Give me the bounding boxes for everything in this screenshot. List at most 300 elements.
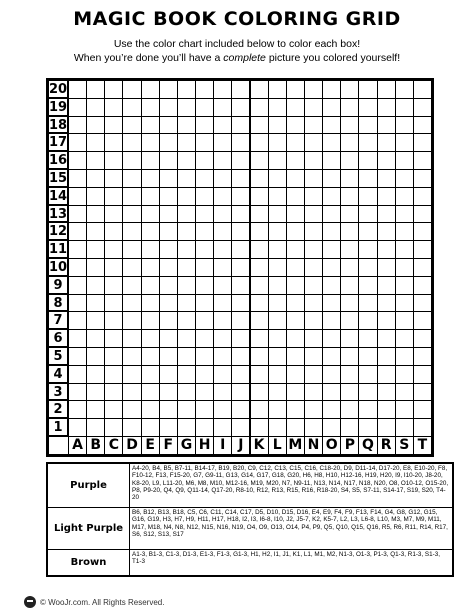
grid-cell[interactable] [141,98,160,117]
grid-cell[interactable] [395,205,414,224]
grid-cell[interactable] [86,116,105,135]
grid-cell[interactable] [231,222,250,241]
grid-cell[interactable] [304,98,323,117]
grid-cell[interactable] [250,347,269,366]
grid-cell[interactable] [141,383,160,402]
grid-cell[interactable] [413,418,432,437]
grid-cell[interactable] [358,383,377,402]
grid-cell[interactable] [358,222,377,241]
grid-cell[interactable] [213,400,232,419]
grid-cell[interactable] [177,240,196,259]
grid-cell[interactable] [177,294,196,313]
grid-cell[interactable] [340,240,359,259]
grid-cell[interactable] [213,169,232,188]
grid-cell[interactable] [141,258,160,277]
grid-cell[interactable] [104,133,123,152]
grid-cell[interactable] [68,240,87,259]
grid-cell[interactable] [86,222,105,241]
grid-cell[interactable] [104,240,123,259]
grid-cell[interactable] [286,383,305,402]
grid-cell[interactable] [213,222,232,241]
grid-cell[interactable] [177,383,196,402]
grid-cell[interactable] [122,365,141,384]
grid-cell[interactable] [141,276,160,295]
grid-cell[interactable] [395,400,414,419]
grid-cell[interactable] [122,151,141,170]
grid-cell[interactable] [286,311,305,330]
grid-cell[interactable] [250,276,269,295]
grid-cell[interactable] [413,400,432,419]
grid-cell[interactable] [413,187,432,206]
grid-cell[interactable] [250,311,269,330]
grid-cell[interactable] [413,258,432,277]
grid-cell[interactable] [177,187,196,206]
grid-cell[interactable] [104,347,123,366]
grid-cell[interactable] [68,347,87,366]
grid-cell[interactable] [322,116,341,135]
grid-cell[interactable] [377,187,396,206]
grid-cell[interactable] [358,98,377,117]
grid-cell[interactable] [195,80,214,99]
grid-cell[interactable] [195,400,214,419]
grid-cell[interactable] [159,365,178,384]
grid-cell[interactable] [377,205,396,224]
grid-cell[interactable] [286,294,305,313]
grid-cell[interactable] [250,418,269,437]
grid-cell[interactable] [141,418,160,437]
grid-cell[interactable] [68,187,87,206]
grid-cell[interactable] [86,80,105,99]
grid-cell[interactable] [322,98,341,117]
grid-cell[interactable] [104,294,123,313]
grid-cell[interactable] [413,240,432,259]
grid-cell[interactable] [122,258,141,277]
grid-cell[interactable] [268,383,287,402]
grid-cell[interactable] [104,205,123,224]
grid-cell[interactable] [268,187,287,206]
grid-cell[interactable] [68,98,87,117]
grid-cell[interactable] [213,98,232,117]
grid-cell[interactable] [141,365,160,384]
grid-cell[interactable] [159,187,178,206]
grid-cell[interactable] [268,258,287,277]
grid-cell[interactable] [86,383,105,402]
grid-cell[interactable] [340,205,359,224]
grid-cell[interactable] [250,169,269,188]
grid-cell[interactable] [268,80,287,99]
grid-cell[interactable] [304,151,323,170]
grid-cell[interactable] [268,329,287,348]
grid-cell[interactable] [413,169,432,188]
grid-cell[interactable] [286,329,305,348]
grid-cell[interactable] [195,383,214,402]
grid-cell[interactable] [104,276,123,295]
grid-cell[interactable] [104,222,123,241]
grid-cell[interactable] [286,276,305,295]
grid-cell[interactable] [322,222,341,241]
grid-cell[interactable] [250,222,269,241]
grid-cell[interactable] [377,80,396,99]
grid-cell[interactable] [231,294,250,313]
grid-cell[interactable] [68,222,87,241]
grid-cell[interactable] [304,400,323,419]
grid-cell[interactable] [213,258,232,277]
grid-cell[interactable] [413,383,432,402]
grid-cell[interactable] [304,169,323,188]
grid-cell[interactable] [358,276,377,295]
grid-cell[interactable] [141,400,160,419]
grid-cell[interactable] [68,383,87,402]
grid-cell[interactable] [413,98,432,117]
grid-cell[interactable] [213,133,232,152]
grid-cell[interactable] [413,276,432,295]
grid-cell[interactable] [231,151,250,170]
grid-cell[interactable] [304,80,323,99]
grid-cell[interactable] [177,169,196,188]
grid-cell[interactable] [250,329,269,348]
grid-cell[interactable] [68,258,87,277]
grid-cell[interactable] [413,205,432,224]
grid-cell[interactable] [286,169,305,188]
grid-cell[interactable] [177,205,196,224]
grid-cell[interactable] [86,276,105,295]
grid-cell[interactable] [250,240,269,259]
grid-cell[interactable] [86,311,105,330]
grid-cell[interactable] [340,294,359,313]
grid-cell[interactable] [322,329,341,348]
grid-cell[interactable] [340,98,359,117]
grid-cell[interactable] [177,418,196,437]
grid-cell[interactable] [286,347,305,366]
grid-cell[interactable] [86,187,105,206]
grid-cell[interactable] [231,187,250,206]
grid-cell[interactable] [340,169,359,188]
grid-cell[interactable] [304,347,323,366]
grid-cell[interactable] [304,116,323,135]
grid-cell[interactable] [141,80,160,99]
grid-cell[interactable] [104,98,123,117]
grid-cell[interactable] [177,400,196,419]
grid-cell[interactable] [177,98,196,117]
grid-cell[interactable] [395,98,414,117]
grid-cell[interactable] [195,294,214,313]
grid-cell[interactable] [231,329,250,348]
grid-cell[interactable] [413,116,432,135]
grid-cell[interactable] [104,258,123,277]
grid-cell[interactable] [358,258,377,277]
grid-cell[interactable] [195,365,214,384]
grid-cell[interactable] [141,151,160,170]
grid-cell[interactable] [231,116,250,135]
grid-cell[interactable] [195,205,214,224]
grid-cell[interactable] [122,347,141,366]
grid-cell[interactable] [377,151,396,170]
grid-cell[interactable] [122,98,141,117]
grid-cell[interactable] [231,133,250,152]
grid-cell[interactable] [268,365,287,384]
grid-cell[interactable] [86,151,105,170]
grid-cell[interactable] [122,116,141,135]
grid-cell[interactable] [286,418,305,437]
grid-cell[interactable] [213,365,232,384]
grid-cell[interactable] [268,116,287,135]
grid-cell[interactable] [141,329,160,348]
grid-cell[interactable] [104,418,123,437]
grid-cell[interactable] [322,169,341,188]
grid-cell[interactable] [322,187,341,206]
grid-cell[interactable] [250,133,269,152]
grid-cell[interactable] [250,383,269,402]
grid-cell[interactable] [68,151,87,170]
grid-cell[interactable] [377,169,396,188]
grid-cell[interactable] [268,151,287,170]
grid-cell[interactable] [358,294,377,313]
grid-cell[interactable] [231,205,250,224]
grid-cell[interactable] [322,205,341,224]
grid-cell[interactable] [141,133,160,152]
grid-cell[interactable] [68,205,87,224]
grid-cell[interactable] [141,187,160,206]
grid-cell[interactable] [213,80,232,99]
grid-cell[interactable] [231,240,250,259]
grid-cell[interactable] [122,205,141,224]
grid-cell[interactable] [358,329,377,348]
grid-cell[interactable] [377,418,396,437]
grid-cell[interactable] [377,133,396,152]
grid-cell[interactable] [340,311,359,330]
grid-cell[interactable] [195,258,214,277]
grid-cell[interactable] [286,151,305,170]
grid-cell[interactable] [304,133,323,152]
grid-cell[interactable] [358,400,377,419]
grid-cell[interactable] [86,329,105,348]
grid-cell[interactable] [250,151,269,170]
grid-cell[interactable] [322,240,341,259]
grid-cell[interactable] [250,187,269,206]
grid-cell[interactable] [141,294,160,313]
grid-cell[interactable] [395,329,414,348]
grid-cell[interactable] [104,151,123,170]
grid-cell[interactable] [268,347,287,366]
grid-cell[interactable] [286,240,305,259]
grid-cell[interactable] [340,80,359,99]
grid-cell[interactable] [322,133,341,152]
grid-cell[interactable] [268,222,287,241]
grid-cell[interactable] [159,329,178,348]
grid-cell[interactable] [68,133,87,152]
grid-cell[interactable] [213,151,232,170]
grid-cell[interactable] [377,116,396,135]
grid-cell[interactable] [286,365,305,384]
grid-cell[interactable] [358,418,377,437]
grid-cell[interactable] [268,98,287,117]
grid-cell[interactable] [122,311,141,330]
grid-cell[interactable] [195,222,214,241]
grid-cell[interactable] [377,329,396,348]
grid-cell[interactable] [250,258,269,277]
grid-cell[interactable] [195,311,214,330]
grid-cell[interactable] [213,240,232,259]
grid-cell[interactable] [104,187,123,206]
grid-cell[interactable] [122,294,141,313]
grid-cell[interactable] [358,80,377,99]
grid-cell[interactable] [304,205,323,224]
grid-cell[interactable] [231,311,250,330]
grid-cell[interactable] [104,311,123,330]
grid-cell[interactable] [86,258,105,277]
grid-cell[interactable] [159,311,178,330]
grid-cell[interactable] [340,329,359,348]
grid-cell[interactable] [177,116,196,135]
grid-cell[interactable] [213,205,232,224]
grid-cell[interactable] [213,187,232,206]
grid-cell[interactable] [141,240,160,259]
grid-cell[interactable] [231,365,250,384]
grid-cell[interactable] [286,98,305,117]
grid-cell[interactable] [286,80,305,99]
grid-cell[interactable] [86,98,105,117]
grid-cell[interactable] [159,418,178,437]
grid-cell[interactable] [159,116,178,135]
grid-cell[interactable] [358,133,377,152]
grid-cell[interactable] [159,383,178,402]
grid-cell[interactable] [395,187,414,206]
grid-cell[interactable] [122,169,141,188]
grid-cell[interactable] [413,329,432,348]
grid-cell[interactable] [322,80,341,99]
grid-cell[interactable] [68,276,87,295]
grid-cell[interactable] [122,222,141,241]
grid-cell[interactable] [195,133,214,152]
grid-cell[interactable] [322,365,341,384]
grid-cell[interactable] [213,347,232,366]
grid-cell[interactable] [177,80,196,99]
grid-cell[interactable] [122,418,141,437]
grid-cell[interactable] [86,418,105,437]
grid-cell[interactable] [395,294,414,313]
grid-cell[interactable] [177,347,196,366]
grid-cell[interactable] [231,347,250,366]
grid-cell[interactable] [413,294,432,313]
grid-cell[interactable] [340,347,359,366]
grid-cell[interactable] [195,116,214,135]
grid-cell[interactable] [86,365,105,384]
grid-cell[interactable] [322,276,341,295]
grid-cell[interactable] [250,294,269,313]
grid-cell[interactable] [177,258,196,277]
grid-cell[interactable] [377,383,396,402]
grid-cell[interactable] [413,311,432,330]
grid-cell[interactable] [213,418,232,437]
grid-cell[interactable] [68,311,87,330]
grid-cell[interactable] [195,187,214,206]
grid-cell[interactable] [159,294,178,313]
grid-cell[interactable] [104,116,123,135]
grid-cell[interactable] [231,418,250,437]
grid-cell[interactable] [141,222,160,241]
grid-cell[interactable] [195,98,214,117]
grid-cell[interactable] [322,294,341,313]
grid-cell[interactable] [395,258,414,277]
grid-cell[interactable] [377,347,396,366]
grid-cell[interactable] [286,205,305,224]
grid-cell[interactable] [395,133,414,152]
grid-cell[interactable] [413,80,432,99]
grid-cell[interactable] [395,311,414,330]
grid-cell[interactable] [177,133,196,152]
grid-cell[interactable] [286,116,305,135]
grid-cell[interactable] [322,400,341,419]
grid-cell[interactable] [395,418,414,437]
grid-cell[interactable] [268,133,287,152]
grid-cell[interactable] [322,151,341,170]
grid-cell[interactable] [286,133,305,152]
grid-cell[interactable] [395,151,414,170]
grid-cell[interactable] [395,347,414,366]
grid-cell[interactable] [340,383,359,402]
grid-cell[interactable] [340,276,359,295]
grid-cell[interactable] [104,383,123,402]
grid-cell[interactable] [304,258,323,277]
grid-cell[interactable] [340,222,359,241]
grid-cell[interactable] [195,169,214,188]
grid-cell[interactable] [86,169,105,188]
grid-cell[interactable] [122,383,141,402]
grid-cell[interactable] [159,151,178,170]
grid-cell[interactable] [250,400,269,419]
grid-cell[interactable] [268,276,287,295]
grid-cell[interactable] [122,80,141,99]
grid-cell[interactable] [68,80,87,99]
grid-cell[interactable] [177,311,196,330]
grid-cell[interactable] [159,258,178,277]
grid-cell[interactable] [377,365,396,384]
grid-cell[interactable] [340,133,359,152]
grid-cell[interactable] [159,205,178,224]
grid-cell[interactable] [68,294,87,313]
grid-cell[interactable] [377,400,396,419]
grid-cell[interactable] [377,240,396,259]
grid-cell[interactable] [395,240,414,259]
grid-cell[interactable] [141,116,160,135]
grid-cell[interactable] [268,418,287,437]
grid-cell[interactable] [86,400,105,419]
grid-cell[interactable] [68,329,87,348]
grid-cell[interactable] [304,311,323,330]
grid-cell[interactable] [358,240,377,259]
grid-cell[interactable] [377,276,396,295]
grid-cell[interactable] [340,258,359,277]
grid-cell[interactable] [141,347,160,366]
grid-cell[interactable] [68,418,87,437]
grid-cell[interactable] [395,116,414,135]
grid-cell[interactable] [86,347,105,366]
grid-cell[interactable] [86,240,105,259]
grid-cell[interactable] [159,276,178,295]
grid-cell[interactable] [195,329,214,348]
grid-cell[interactable] [395,169,414,188]
grid-cell[interactable] [250,365,269,384]
grid-cell[interactable] [322,383,341,402]
grid-cell[interactable] [177,222,196,241]
grid-cell[interactable] [231,400,250,419]
grid-cell[interactable] [104,365,123,384]
grid-cell[interactable] [104,80,123,99]
grid-cell[interactable] [231,169,250,188]
grid-cell[interactable] [213,383,232,402]
grid-cell[interactable] [68,169,87,188]
grid-cell[interactable] [195,240,214,259]
